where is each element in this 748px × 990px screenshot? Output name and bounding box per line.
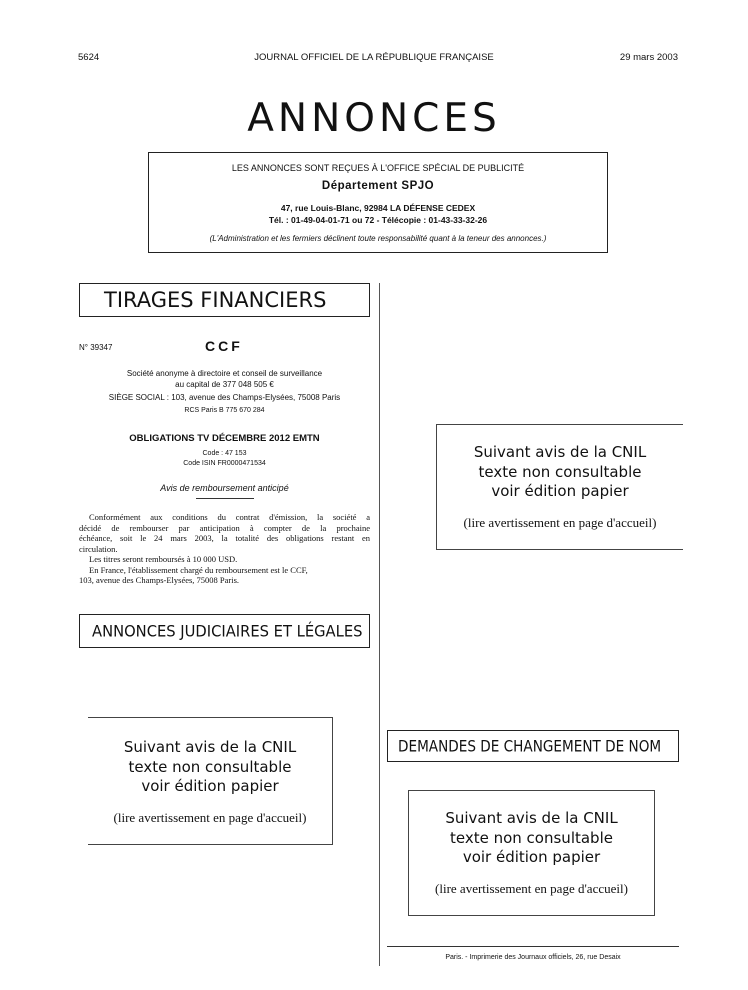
info-address: 47, rue Louis-Blanc, 92984 LA DÉFENSE CEDEX (280, 203, 476, 213)
cnil-line: voir édition papier (462, 848, 601, 866)
section-title: ANNONCES JUDICIAIRES ET LÉGALES (92, 621, 363, 641)
cnil-notice-top-right (436, 424, 683, 550)
obligations-isin: Code ISIN FR0000471534 (183, 460, 266, 467)
info-box (148, 152, 608, 253)
section-annonces-judiciaires (79, 614, 370, 648)
info-line: LES ANNONCES SONT REÇUES À L'OFFICE SPÉCIAL DE PUBLICITÉ (231, 163, 525, 173)
cnil-line: voir édition papier (491, 482, 629, 500)
cnil-note: (lire avertissement en page d'accueil) (113, 810, 307, 825)
avis-rule (196, 498, 254, 499)
cnil-note: (lire avertissement en page d'accueil) (435, 881, 628, 896)
body-line: décidé de rembourser par anticipation à compter de la prochaine (79, 522, 370, 533)
info-disclaimer: (L'Administration et les fermiers déclinent toute responsabilité quant à la teneur des annonces.) (209, 234, 547, 243)
section-title: TIRAGES FINANCIERS (104, 288, 327, 312)
department-name: Département SPJO (321, 180, 435, 192)
avis-title: Avis de remboursement anticipé (160, 483, 289, 493)
announcement-body (79, 512, 370, 586)
company-name: CCF (205, 338, 243, 354)
cnil-line: texte non consultable (450, 829, 613, 847)
footer-imprint: Paris. - Imprimerie des Journaux officiels, 26, rue Desaix (445, 954, 621, 961)
section-changement-de-nom (387, 730, 679, 762)
body-line: échéance, soit le 24 mars 2003, la totalité des obligations restant en (79, 533, 370, 543)
company-siege: SIÈGE SOCIAL : 103, avenue des Champs-Elysées, 75008 Paris (108, 393, 341, 402)
cnil-line: Suivant avis de la CNIL (445, 809, 618, 827)
cnil-line: texte non consultable (478, 463, 642, 481)
journal-title: JOURNAL OFFICIEL DE LA RÉPUBLIQUE FRANÇAISE (254, 52, 494, 63)
cnil-line: voir édition papier (141, 777, 279, 795)
footer-rule (387, 946, 679, 947)
page-title: ANNONCES (247, 96, 501, 141)
obligations-code: Code : 47 153 (202, 450, 247, 457)
body-line: Les titres seront remboursés à 10 000 USD. (89, 554, 238, 564)
cnil-notice-bottom-right (408, 790, 655, 916)
obligations-title: OBLIGATIONS TV DÉCEMBRE 2012 EMTN (129, 433, 320, 444)
body-line: En France, l'établissement chargé du remboursement est le CCF, (89, 564, 308, 575)
info-phone: Tél. : 01-49-04-01-71 ou 72 - Télécopie : 01-43-33-32-26 (268, 215, 488, 225)
section-title: DEMANDES DE CHANGEMENT DE NOM (398, 736, 662, 756)
body-line: Conformément aux conditions du contrat d'émission, la société a (89, 512, 370, 522)
issue-date: 29 mars 2003 (619, 52, 678, 63)
cnil-line: Suivant avis de la CNIL (123, 738, 297, 756)
cnil-line: Suivant avis de la CNIL (473, 443, 647, 461)
company-capital: au capital de 377 048 505 € (175, 380, 274, 389)
section-tirages-financiers (79, 283, 370, 317)
body-line: 103, avenue des Champs-Elysées, 75008 Paris. (79, 575, 240, 585)
page-number: 5624 (78, 52, 100, 63)
cnil-line: texte non consultable (128, 758, 292, 776)
body-line: circulation. (79, 543, 118, 554)
announcement-number: N° 39347 (79, 343, 113, 352)
company-rcs: RCS Paris B 775 670 284 (184, 407, 265, 414)
cnil-notice-left (88, 717, 333, 845)
column-divider (379, 283, 380, 966)
company-description: Société anonyme à directoire et conseil de surveillance (126, 369, 323, 378)
cnil-note: (lire avertissement en page d'accueil) (463, 515, 657, 530)
